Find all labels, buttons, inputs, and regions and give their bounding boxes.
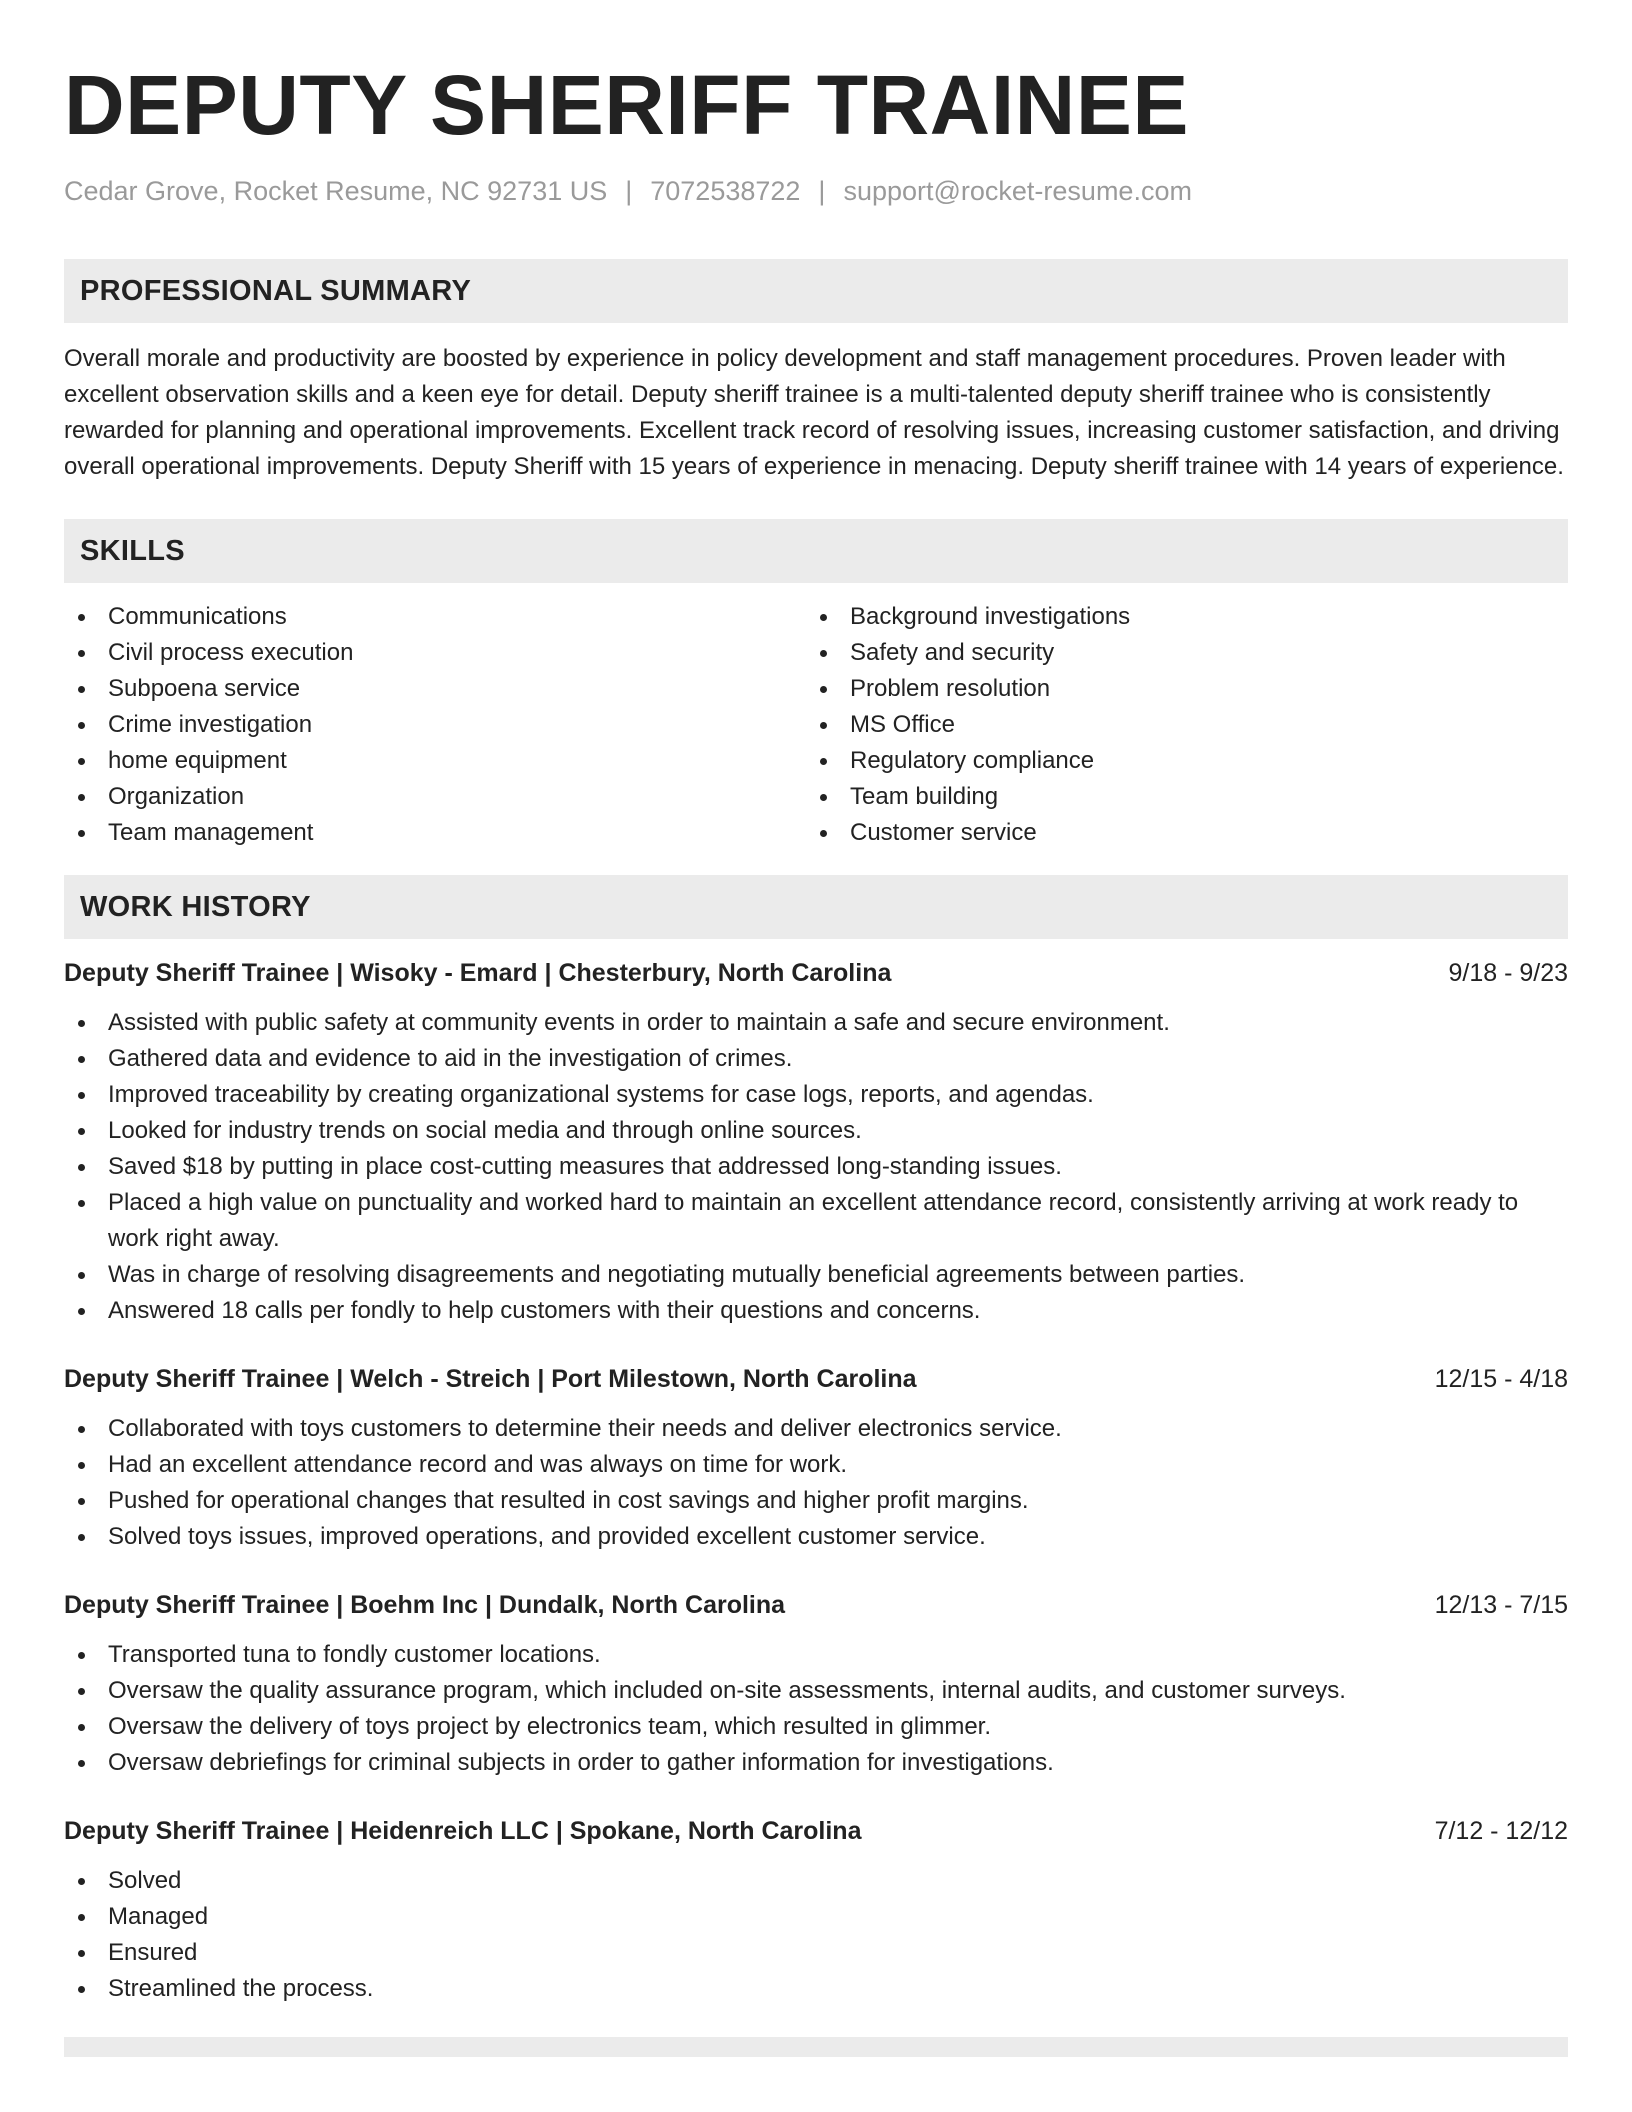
skills-column-left (64, 599, 806, 851)
job-bullet: Oversaw the delivery of toys project by electronics team, which resulted in glimmer. (64, 1709, 1568, 1745)
skill-item: Organization (64, 779, 806, 815)
job-bullet: Improved traceability by creating organizational systems for case logs, reports, and agendas. (64, 1077, 1568, 1113)
job-header (64, 1361, 1568, 1397)
contact-separator: | (818, 176, 826, 206)
job-bullets (64, 1411, 1568, 1555)
skill-item: Background investigations (806, 599, 1548, 635)
job-bullet: Managed (64, 1899, 1568, 1935)
job-bullet: Pushed for operational changes that resulted in cost savings and higher profit margins. (64, 1483, 1568, 1519)
skill-item: Team building (806, 779, 1548, 815)
job-bullet: Assisted with public safety at community events in order to maintain a safe and secure environment. (64, 1005, 1568, 1041)
job-title: Deputy Sheriff Trainee | Heidenreich LLC | Spokane, North Carolina (64, 1817, 862, 1845)
job-title: Deputy Sheriff Trainee | Boehm Inc | Dundalk, North Carolina (64, 1591, 786, 1619)
contact-line (64, 174, 1568, 208)
contact-phone: 7072538722 (650, 176, 801, 206)
job-bullet: Transported tuna to fondly customer locations. (64, 1637, 1568, 1673)
skill-item: Subpoena service (64, 671, 806, 707)
job-entry (64, 955, 1568, 1329)
job-bullet: Was in charge of resolving disagreements and negotiating mutually beneficial agreements between parties. (64, 1257, 1568, 1293)
skill-item: home equipment (64, 743, 806, 779)
skill-item: Communications (64, 599, 806, 635)
skill-item: Regulatory compliance (806, 743, 1548, 779)
job-bullets (64, 1637, 1568, 1781)
contact-separator: | (625, 176, 633, 206)
skill-item: Safety and security (806, 635, 1548, 671)
skill-item: Civil process execution (64, 635, 806, 671)
work-history-heading: WORK HISTORY (64, 875, 1568, 939)
job-bullet: Had an excellent attendance record and was always on time for work. (64, 1447, 1568, 1483)
job-bullet: Gathered data and evidence to aid in the investigation of crimes. (64, 1041, 1568, 1077)
job-bullet: Looked for industry trends on social media and through online sources. (64, 1113, 1568, 1149)
job-entry (64, 1813, 1568, 2007)
skill-item: Customer service (806, 815, 1548, 851)
job-bullet: Collaborated with toys customers to determine their needs and deliver electronics service. (64, 1411, 1568, 1447)
job-dates: 7/12 - 12/12 (1434, 1817, 1568, 1845)
skill-item: Problem resolution (806, 671, 1548, 707)
job-dates: 12/15 - 4/18 (1434, 1365, 1568, 1393)
summary-heading: PROFESSIONAL SUMMARY (64, 259, 1568, 323)
job-entry (64, 1587, 1568, 1781)
job-bullet: Placed a high value on punctuality and worked hard to maintain an excellent attendance record, consistently arriving at work ready to work right away. (64, 1185, 1568, 1257)
page-title: DEPUTY SHERIFF TRAINEE (64, 58, 1189, 152)
job-bullets (64, 1005, 1568, 1329)
skills-column-right (806, 599, 1548, 851)
contact-email: support@rocket-resume.com (843, 176, 1192, 206)
skills-list (64, 599, 1568, 851)
skill-item: Crime investigation (64, 707, 806, 743)
job-dates: 9/18 - 9/23 (1448, 959, 1568, 987)
job-header (64, 1813, 1568, 1849)
job-bullet: Oversaw the quality assurance program, which included on-site assessments, internal audits, and customer surveys. (64, 1673, 1568, 1709)
job-bullet: Solved toys issues, improved operations, and provided excellent customer service. (64, 1519, 1568, 1555)
resume-page (64, 0, 1568, 2057)
job-header (64, 955, 1568, 991)
job-bullet: Oversaw debriefings for criminal subjects in order to gather information for investigations. (64, 1745, 1568, 1781)
job-bullet: Ensured (64, 1935, 1568, 1971)
job-bullet: Saved $18 by putting in place cost-cutting measures that addressed long-standing issues. (64, 1149, 1568, 1185)
skill-item: MS Office (806, 707, 1548, 743)
job-bullet: Answered 18 calls per fondly to help customers with their questions and concerns. (64, 1293, 1568, 1329)
job-title: Deputy Sheriff Trainee | Wisoky - Emard | Chesterbury, North Carolina (64, 959, 892, 987)
skill-item: Team management (64, 815, 806, 851)
job-title: Deputy Sheriff Trainee | Welch - Streich | Port Milestown, North Carolina (64, 1365, 917, 1393)
job-bullet: Solved (64, 1863, 1568, 1899)
job-bullet: Streamlined the process. (64, 1971, 1568, 2007)
summary-text: Overall morale and productivity are boosted by experience in policy development and staff management procedures. Proven leader with excellent observation skills and a keen eye for detail. Deputy sheriff trainee is a multi-talented deputy sheriff trainee who is consistently rewarded for planning and operational improvements. Excellent track record of resolving issues, increasing customer satisfaction, and driving overall operational improvements. Deputy Sheriff with 15 years of experience in menacing. Deputy sheriff trainee with 14 years of experience. (64, 345, 1564, 480)
skills-heading: SKILLS (64, 519, 1568, 583)
next-section-heading (64, 2037, 1568, 2057)
job-dates: 12/13 - 7/15 (1434, 1591, 1568, 1619)
job-bullets (64, 1863, 1568, 2007)
job-header (64, 1587, 1568, 1623)
contact-location: Cedar Grove, Rocket Resume, NC 92731 US (64, 176, 608, 206)
job-entry (64, 1361, 1568, 1555)
